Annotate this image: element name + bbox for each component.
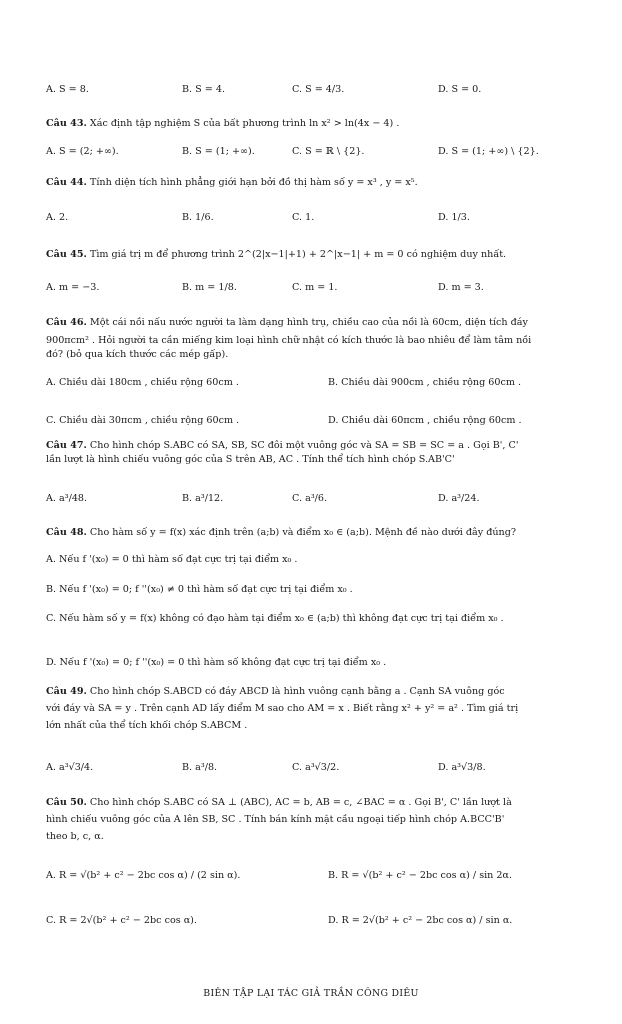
q47-options bbox=[46, 493, 576, 507]
q50-option-a: A. R = √(b² + c² − 2bc cos α) / (2 sin α). bbox=[46, 870, 241, 881]
q43-text: Xác định tập nghiệm S của bất phương trình ln x² > ln(4x − 4) . bbox=[89, 118, 400, 129]
q44-label: Câu 44. bbox=[46, 177, 87, 188]
q46-option-c: C. Chiều dài 30πcm , chiều rộng 60cm . bbox=[46, 415, 240, 426]
q43-option-c: C. S = ℝ \ {2}. bbox=[292, 146, 365, 157]
q45-options bbox=[46, 282, 576, 296]
q50-line-3: theo b, c, α. bbox=[46, 831, 104, 842]
q50-options-ab bbox=[46, 870, 576, 884]
q49-line-1: Cho hình chóp S.ABCD có đáy ABCD là hình vuông cạnh bằng a . Cạnh SA vuông góc bbox=[89, 686, 505, 697]
q43-option-a: A. S = (2; +∞). bbox=[46, 146, 119, 157]
q45-text: Tìm giá trị m để phương trình 2^(2|x−1|+1) + 2^|x−1| + m = 0 có nghiệm duy nhất. bbox=[89, 249, 507, 260]
q50-line-1: Cho hình chóp S.ABC có SA ⊥ (ABC), AC = b, AB = c, ∠BAC = α . Gọi B', C' lần lượt là bbox=[89, 797, 512, 808]
q47-option-b: B. a³/12. bbox=[182, 493, 224, 504]
q50-line-2: hình chiếu vuông góc của A lên SB, SC . Tính bán kính mặt cầu ngoại tiếp hình chóp A.BCC'B' bbox=[46, 814, 505, 825]
q46-line-3: đó? (bỏ qua kích thước các mép gấp). bbox=[46, 349, 229, 360]
q47-option-c: C. a³/6. bbox=[292, 493, 328, 504]
q49-option-c: C. a³√3/2. bbox=[292, 762, 340, 773]
q48-text: Cho hàm số y = f(x) xác định trên (a;b) và điểm x₀ ∈ (a;b). Mệnh đề nào dưới đây đúng? bbox=[89, 527, 516, 538]
q43-label: Câu 43. bbox=[46, 118, 87, 129]
question-44 bbox=[46, 177, 576, 191]
q45-option-a: A. m = −3. bbox=[46, 282, 100, 293]
q47-label: Câu 47. bbox=[46, 440, 87, 451]
q50-label: Câu 50. bbox=[46, 797, 87, 808]
page-footer: BIÊN TẬP LẠI TÁC GIẢ TRẦN CÔNG DIÊU bbox=[203, 988, 419, 999]
q46-option-d: D. Chiều dài 60πcm , chiều rộng 60cm . bbox=[328, 415, 522, 426]
q43-options bbox=[46, 146, 576, 160]
q45-option-d: D. m = 3. bbox=[438, 282, 484, 293]
q44-option-c: C. 1. bbox=[292, 212, 315, 223]
q46-options-ab bbox=[46, 377, 576, 391]
q50-option-b: B. R = √(b² + c² − 2bc cos α) / sin 2α. bbox=[328, 870, 513, 881]
question-47 bbox=[46, 440, 576, 468]
q49-line-3: lớn nhất của thể tích khối chóp S.ABCM . bbox=[46, 720, 248, 731]
q48-option-a: A. Nếu f '(x₀) = 0 thì hàm số đạt cực trị tại điểm x₀ . bbox=[46, 554, 298, 565]
q45-option-b: B. m = 1/8. bbox=[182, 282, 237, 293]
q44-option-b: B. 1/6. bbox=[182, 212, 214, 223]
q48-option-c: C. Nếu hàm số y = f(x) không có đạo hàm tại điểm x₀ ∈ (a;b) thì không đạt cực trị tại điểm x₀ . bbox=[46, 613, 504, 624]
q46-line-2: 900πcm² . Hỏi người ta cần miếng kim loại hình chữ nhật có kích thước là bao nhiêu để làm tâm nồi bbox=[46, 335, 532, 346]
q42-option-a: A. S = 8. bbox=[46, 84, 89, 95]
question-46 bbox=[46, 317, 576, 363]
q49-line-2: với đáy và SA = y . Trên cạnh AD lấy điểm M sao cho AM = x . Biết rằng x² + y² = a² . Tìm giá trị bbox=[46, 703, 519, 714]
q42-option-d: D. S = 0. bbox=[438, 84, 482, 95]
q47-line-2: lần lượt là hình chiếu vuông góc của S trên AB, AC . Tính thể tích hình chóp S.AB'C' bbox=[46, 454, 455, 465]
q50-option-d: D. R = 2√(b² + c² − 2bc cos α) / sin α. bbox=[328, 915, 513, 926]
q49-label: Câu 49. bbox=[46, 686, 87, 697]
q44-option-a: A. 2. bbox=[46, 212, 69, 223]
q42-option-c: C. S = 4/3. bbox=[292, 84, 345, 95]
question-49 bbox=[46, 686, 576, 734]
q45-option-c: C. m = 1. bbox=[292, 282, 338, 293]
q48-option-b: B. Nếu f '(x₀) = 0; f ''(x₀) ≠ 0 thì hàm số đạt cực trị tại điểm x₀ . bbox=[46, 584, 353, 595]
q46-options-cd bbox=[46, 415, 576, 429]
q47-option-d: D. a³/24. bbox=[438, 493, 480, 504]
q42-options bbox=[46, 84, 576, 98]
q49-option-d: D. a³√3/8. bbox=[438, 762, 486, 773]
q49-option-b: B. a³/8. bbox=[182, 762, 218, 773]
q49-options bbox=[46, 762, 576, 776]
q48-option-d: D. Nếu f '(x₀) = 0; f ''(x₀) = 0 thì hàm số không đạt cực trị tại điểm x₀ . bbox=[46, 657, 387, 668]
q46-label: Câu 46. bbox=[46, 317, 87, 328]
question-43 bbox=[46, 118, 576, 132]
q42-option-b: B. S = 4. bbox=[182, 84, 226, 95]
q50-option-c: C. R = 2√(b² + c² − 2bc cos α). bbox=[46, 915, 197, 926]
q43-option-b: B. S = (1; +∞). bbox=[182, 146, 255, 157]
q49-option-a: A. a³√3/4. bbox=[46, 762, 94, 773]
q44-option-d: D. 1/3. bbox=[438, 212, 470, 223]
q46-option-a: A. Chiều dài 180cm , chiều rộng 60cm . bbox=[46, 377, 239, 388]
question-50 bbox=[46, 797, 576, 845]
question-48 bbox=[46, 527, 576, 541]
question-45 bbox=[46, 249, 576, 263]
q46-option-b: B. Chiều dài 900cm , chiều rộng 60cm . bbox=[328, 377, 522, 388]
q44-text: Tính diện tích hình phẳng giới hạn bởi đồ thị hàm số y = x³ , y = x⁵. bbox=[89, 177, 418, 188]
q47-line-1: Cho hình chóp S.ABC có SA, SB, SC đôi một vuông góc và SA = SB = SC = a . Gọi B', C' bbox=[89, 440, 519, 451]
q44-options bbox=[46, 212, 576, 226]
q46-line-1: Một cái nồi nấu nước người ta làm dạng hình trụ, chiều cao của nồi là 60cm, diện tích đáy bbox=[89, 317, 528, 328]
q45-label: Câu 45. bbox=[46, 249, 87, 260]
q47-option-a: A. a³/48. bbox=[46, 493, 88, 504]
q43-option-d: D. S = (1; +∞) \ {2}. bbox=[438, 146, 539, 157]
q50-options-cd bbox=[46, 915, 576, 929]
q48-label: Câu 48. bbox=[46, 527, 87, 538]
